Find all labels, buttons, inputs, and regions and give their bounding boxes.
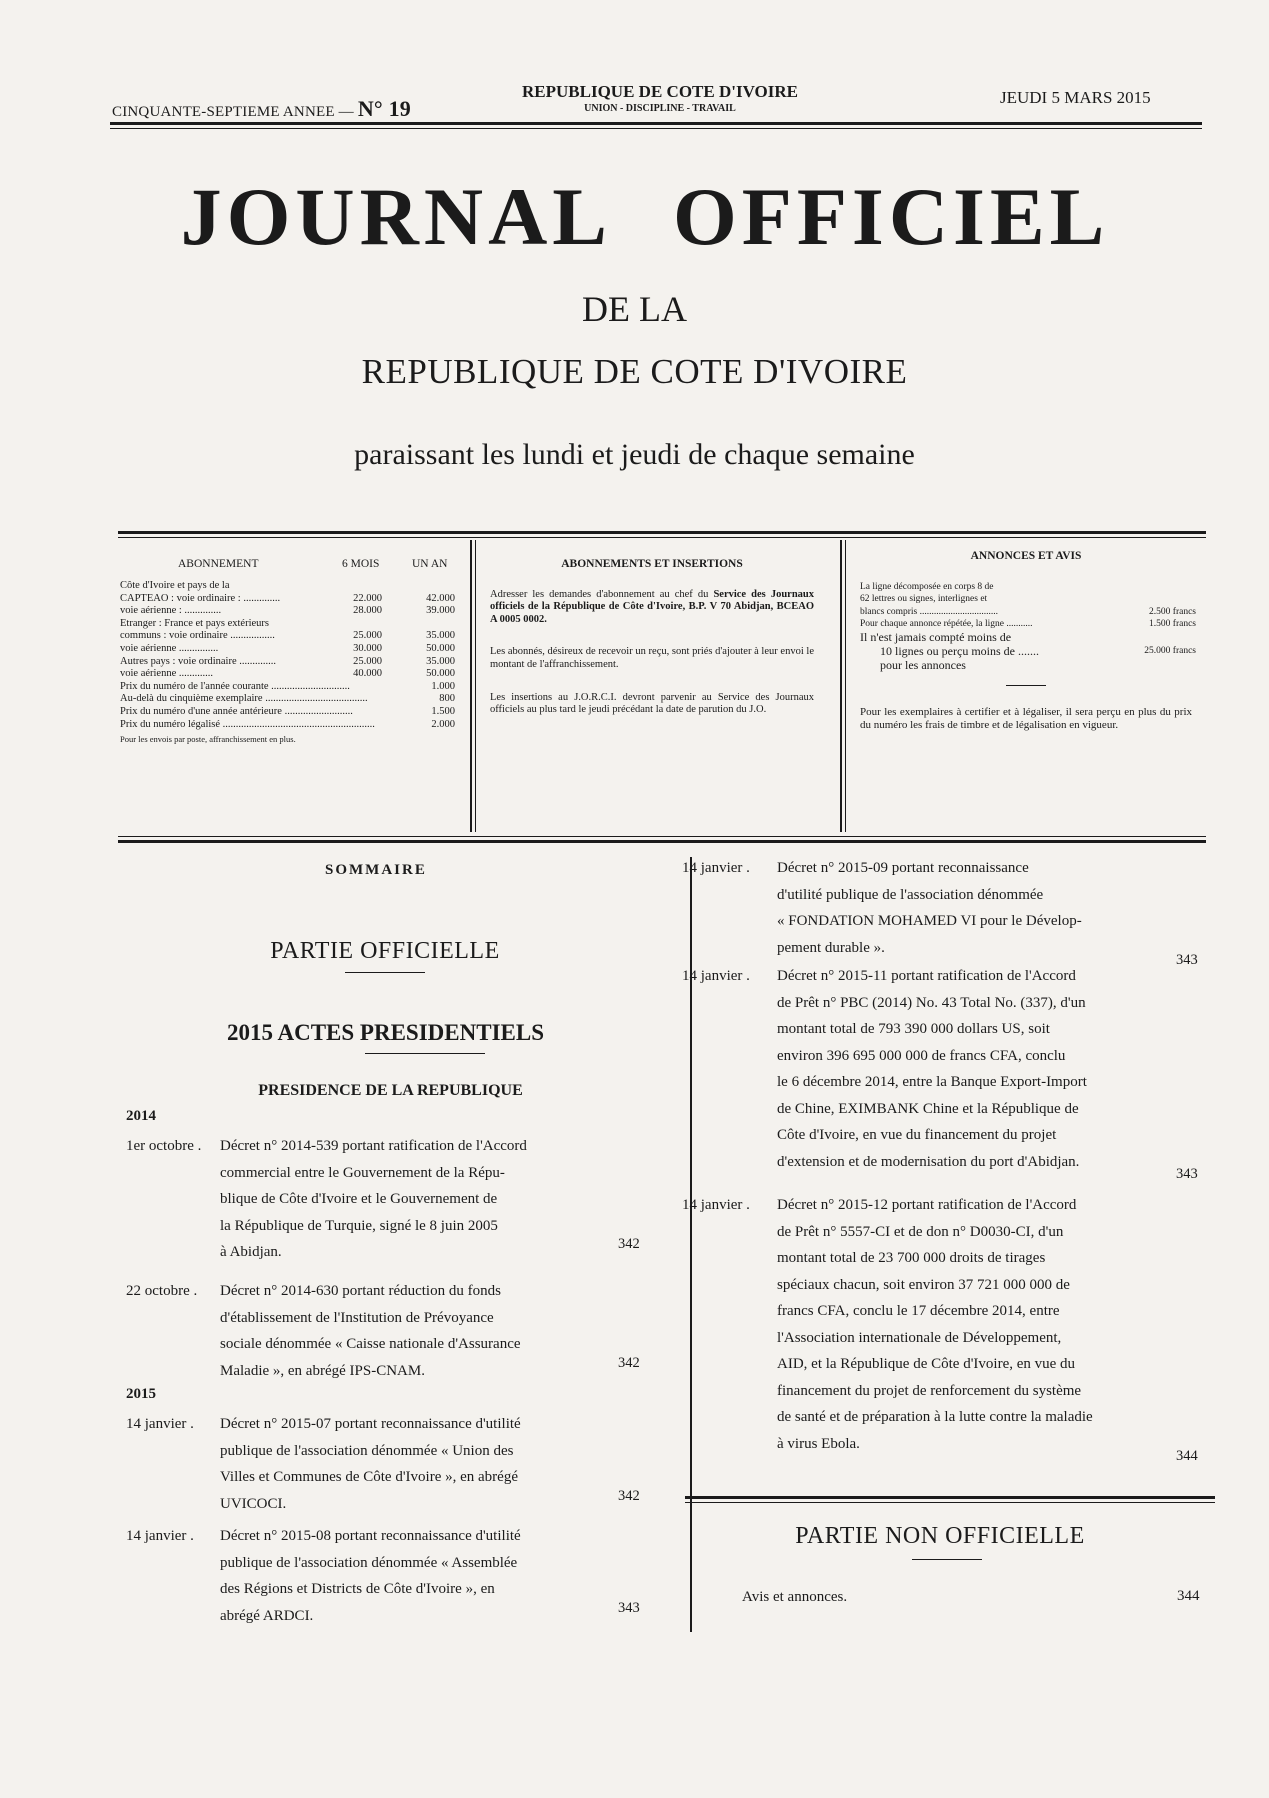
rate-label: Autres pays : voie ordinaire .............. (120, 655, 277, 667)
box-bottom-rule (118, 840, 1206, 843)
rate-label: communs : voie ordinaire ................. (120, 630, 275, 642)
entry-line: Décret n° 2015-09 portant reconnaissance (777, 860, 1029, 876)
price-label: Prix du numéro légalisé .......................................................... (120, 718, 375, 730)
price-value: 1.500 (431, 705, 455, 717)
price-label: Au-delà du cinquième exemplaire ....................................... (120, 693, 368, 705)
entry-line: Décret n° 2015-07 portant reconnaissance d'utilité (220, 1416, 521, 1432)
rate-6-mois: 25.000 (353, 655, 382, 667)
rate-un-an: 50.000 (426, 642, 455, 654)
rate-label: voie aérienne ............... (120, 642, 219, 654)
rate-label: Côte d'Ivoire et pays de la (120, 580, 230, 591)
entry-line: abrégé ARDCI. (220, 1607, 314, 1624)
rate-row (120, 580, 460, 593)
republic-header (480, 82, 840, 114)
rate-un-an: 35.000 (426, 630, 455, 642)
entry-line: d'utilité publique de l'association dénommée (777, 886, 1044, 903)
presidence-heading: PRESIDENCE DE LA REPUBLIQUE (258, 1082, 523, 1099)
entry-line: des Régions et Districts de Côte d'Ivoire », en (220, 1581, 495, 1597)
rate-un-an: 39.000 (426, 605, 455, 617)
entry-line: francs CFA, conclu le 17 décembre 2014, entre (777, 1303, 1060, 1319)
entry-line: sociale dénommée « Caisse nationale d'Assurance (220, 1336, 521, 1352)
entry-line: Décret n° 2014-630 portant réduction du fonds (220, 1283, 501, 1299)
rate-un-an: 42.000 (426, 592, 455, 604)
col-un-an: UN AN (412, 558, 448, 570)
toc-entry (682, 1192, 1202, 1464)
insertions-receipt: Les abonnés, désireux de recevoir un reçu, sont priés d'ajouter à leur envoi le montant de l'affranchissement. (490, 646, 814, 670)
rate-label: voie aérienne ............. (120, 668, 214, 680)
abonnement-header (120, 540, 460, 580)
entry-line: à Abidjan. (220, 1244, 282, 1260)
section-rule (685, 1496, 1215, 1499)
insertions-deadline: Les insertions au J.O.R.C.I. devront parvenir au Service des Journaux officiels au plus tard le jeudi précédant la date de parution du J.O. (490, 691, 814, 716)
annonce-price: 2.500 francs (1149, 606, 1196, 617)
price-row (120, 681, 460, 694)
box-top-rule (118, 531, 1206, 534)
annonce-line (860, 593, 1204, 606)
annonce-text: Pour chaque annonce répétée, la ligne ........... (860, 619, 1033, 630)
year-2015: 2015 (126, 1386, 156, 1402)
annonce-text: 10 lignes ou perçu moins de ....... (880, 643, 1039, 658)
annonces-divider (1006, 685, 1046, 686)
toc-entry (682, 963, 1202, 1182)
heading-underline (365, 1053, 485, 1054)
annonces-rates (860, 581, 1204, 673)
annonce-price: 25.000 francs (1144, 645, 1196, 656)
annonces-column (848, 540, 1204, 830)
box-divider (845, 540, 846, 832)
price-label: Prix du numéro de l'année courante .............................. (120, 680, 350, 692)
entry-page: 343 (1176, 951, 1198, 968)
rate-6-mois: 22.000 (353, 592, 382, 604)
entry-date: 14 janvier . (682, 860, 750, 876)
entry-date: 1er octobre . (126, 1138, 202, 1154)
insertions-title: ABONNEMENTS ET INSERTIONS (561, 558, 743, 570)
annonces-title: ANNONCES ET AVIS (970, 550, 1082, 562)
entry-page: 343 (618, 1599, 640, 1616)
price-value: 2.000 (431, 718, 455, 730)
rate-un-an: 35.000 (426, 655, 455, 667)
entry-line: l'Association internationale de Développement, (777, 1329, 1062, 1346)
entry-date: 22 octobre . (126, 1283, 198, 1299)
entry-page: 344 (1176, 1447, 1198, 1464)
sommaire-heading: SOMMAIRE (325, 862, 427, 878)
annonce-line (860, 606, 1204, 619)
header-rule-thin (110, 128, 1202, 129)
header-rule (110, 122, 1202, 125)
rate-label: voie aérienne : .............. (120, 605, 222, 617)
avis-entry: Avis et annonces. (742, 1589, 848, 1605)
rate-un-an: 50.000 (426, 668, 455, 680)
box-bottom-rule-thin (118, 836, 1206, 837)
entry-line: de Prêt n° PBC (2014) No. 43 Total No. (337), d'un (777, 994, 1086, 1011)
entry-line: d'extension et de modernisation du port d'Abidjan. (777, 1153, 1080, 1170)
section-rule-thin (685, 1502, 1215, 1503)
partie-non-officielle-heading: PARTIE NON OFFICIELLE (795, 1523, 1085, 1549)
box-divider (840, 540, 842, 832)
insertions-address (490, 589, 814, 627)
toc-entry (126, 1523, 666, 1629)
rate-row (120, 605, 460, 618)
entry-line: blique de Côte d'Ivoire et le Gouvernement de (220, 1191, 498, 1207)
rate-6-mois: 28.000 (353, 605, 382, 617)
entry-line: de Prêt n° 5557-CI et de don n° D0030-CI, d'un (777, 1223, 1064, 1240)
rate-6-mois: 40.000 (353, 668, 382, 680)
entry-line: Maladie », en abrégé IPS-CNAM. (220, 1362, 425, 1379)
edition-line (112, 96, 411, 122)
toc-entry (126, 1411, 666, 1517)
rate-6-mois: 25.000 (353, 630, 382, 642)
title-republique: REPUBLIQUE DE COTE D'IVOIRE (361, 352, 908, 391)
entry-line: de Chine, EXIMBANK Chine et la République de (777, 1100, 1079, 1117)
entry-line: Décret n° 2015-08 portant reconnaissance d'utilité (220, 1528, 521, 1544)
entry-line: montant total de 23 700 000 droits de tirages (777, 1250, 1046, 1266)
issue-prices (120, 681, 460, 731)
title-de-la: DE LA (582, 289, 687, 329)
heading-underline (345, 972, 425, 973)
entry-line: Décret n° 2015-11 portant ratification de l'Accord (777, 968, 1076, 984)
annonce-text: Il n'est jamais compté moins de (860, 629, 1012, 644)
entry-line: AID, et la République de Côte d'Ivoire, en vue du (777, 1356, 1076, 1372)
annonce-text: La ligne décomposée en corps 8 de (860, 581, 994, 592)
rate-row (120, 656, 460, 669)
issue-number: N° 19 (357, 96, 411, 121)
entry-line: la République de Turquie, signé le 8 juin 2005 (220, 1217, 498, 1234)
rate-label: Etranger : France et pays extérieurs (120, 617, 269, 629)
insertions-address-plain: Adresser les demandes d'abonnement au chef du (490, 588, 709, 600)
publication-schedule: paraissant les lundi et jeudi de chaque semaine (354, 438, 915, 471)
entry-page: 342 (618, 1487, 640, 1504)
rate-row (120, 643, 460, 656)
entry-page: 342 (618, 1236, 640, 1252)
entry-line: Décret n° 2015-12 portant ratification de l'Accord (777, 1197, 1077, 1213)
abonnement-rates (120, 580, 460, 681)
price-label: Prix du numéro d'une année antérieure .......................... (120, 705, 353, 717)
entry-date: 14 janvier . (126, 1416, 194, 1432)
rate-label: CAPTEAO : voie ordinaire : .............. (120, 592, 281, 604)
annonce-text: blancs compris ................................. (860, 606, 999, 617)
toc-entry (682, 855, 1202, 968)
rate-row (120, 668, 460, 681)
annonce-line (860, 581, 1204, 594)
national-motto: UNION - DISCIPLINE - TRAVAIL (584, 103, 736, 114)
price-row (120, 706, 460, 719)
entry-line: pement durable ». (777, 939, 885, 956)
annonce-line (860, 659, 1204, 673)
partie-officielle-heading: PARTIE OFFICIELLE (270, 938, 500, 964)
price-value: 800 (439, 693, 455, 705)
abonnement-column (120, 540, 460, 830)
box-divider (475, 540, 476, 832)
entry-line: Côte d'Ivoire, en vue du financement du projet (777, 1127, 1057, 1143)
entry-line: d'établissement de l'Institution de Prévoyance (220, 1309, 494, 1326)
heading-underline (912, 1559, 982, 1560)
entry-line: spéciaux chacun, soit environ 37 721 000 000 de (777, 1276, 1070, 1293)
entry-line: montant total de 793 390 000 dollars US, soit (777, 1021, 1050, 1037)
price-row (120, 719, 460, 732)
price-value: 1.000 (431, 680, 455, 692)
price-row (120, 693, 460, 706)
entry-line: le 6 décembre 2014, entre la Banque Export-Import (777, 1074, 1087, 1090)
entry-line: publique de l'association dénommée « Union des (220, 1442, 514, 1459)
entry-line: Décret n° 2014-539 portant ratification de l'Accord (220, 1138, 527, 1154)
annonce-line (860, 631, 1204, 645)
entry-line: à virus Ebola. (777, 1435, 860, 1452)
annonce-text: 62 lettres ou signes, interlignes et (860, 594, 988, 605)
entry-line: environ 396 695 000 000 de francs CFA, conclu (777, 1047, 1066, 1064)
toc-entry (126, 1133, 666, 1266)
entry-line: UVICOCI. (220, 1495, 287, 1512)
entry-line: commercial entre le Gouvernement de la Répu- (220, 1164, 505, 1181)
entry-line: financement du projet de renforcement du système (777, 1382, 1082, 1399)
entry-line: publique de l'association dénommée « Assemblée (220, 1554, 518, 1571)
annonce-price: 1.500 francs (1149, 619, 1196, 630)
box-top-rule-thin (118, 537, 1206, 538)
legalisation-note: Pour les exemplaires à certifier et à légaliser, il sera perçu en plus du prix du numéro les frais de timbre et de légalisation en vigueur. (860, 705, 1192, 731)
annonce-text: pour les annonces (880, 657, 966, 672)
info-box (120, 540, 1204, 830)
entry-date: 14 janvier . (682, 968, 750, 984)
rate-row (120, 618, 460, 631)
postage-note: Pour les envois par poste, affranchissement en plus. (120, 734, 296, 745)
entry-line: Villes et Communes de Côte d'Ivoire », en abrégé (220, 1469, 518, 1485)
year-2014: 2014 (126, 1108, 156, 1124)
entry-line: « FONDATION MOHAMED VI pour le Dévelop- (777, 913, 1082, 929)
rate-row (120, 630, 460, 643)
republic-name: REPUBLIQUE DE COTE D'IVOIRE (522, 82, 798, 101)
entry-line: de santé et de préparation à la lutte contre la maladie (777, 1409, 1093, 1425)
col-6-mois: 6 MOIS (342, 558, 380, 570)
entry-page: 343 (1176, 1165, 1198, 1182)
actes-heading: 2015 ACTES PRESIDENTIELS (227, 1020, 544, 1045)
entry-page: 342 (618, 1354, 640, 1371)
rate-row (120, 593, 460, 606)
rate-6-mois: 30.000 (353, 642, 382, 654)
entry-date: 14 janvier . (682, 1197, 750, 1213)
entry-date: 14 janvier . (126, 1528, 194, 1544)
edition-label: CINQUANTE-SEPTIEME ANNEE — (112, 104, 354, 120)
journal-title: JOURNAL OFFICIEL (180, 171, 1110, 262)
insertions-column (478, 540, 826, 830)
avis-page: 344 (1177, 1588, 1200, 1604)
abonnement-title: ABONNEMENT (178, 558, 259, 570)
toc-entry (126, 1278, 666, 1384)
annonce-line (860, 645, 1204, 659)
issue-date: JEUDI 5 MARS 2015 (1000, 88, 1151, 107)
insertions-address-bold: Service des Journaux officiels de la République de Côte d'Ivoire, B.P. V 70 Abidjan, BCEAO A 0005 0002. (490, 588, 815, 625)
box-divider (470, 540, 472, 832)
